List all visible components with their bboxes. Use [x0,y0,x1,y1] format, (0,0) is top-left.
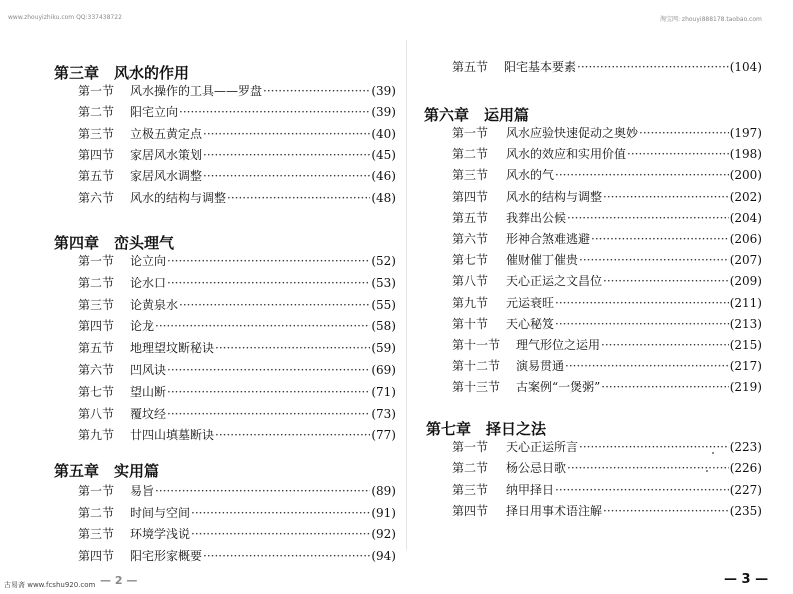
section-page: (59) [371,341,396,356]
section-number: 第九节 [452,295,489,310]
section-title: 天心秘笈 [506,316,555,331]
chapter-number: 第五章 [54,462,100,480]
toc-entry[interactable] [452,336,762,353]
section-page: (219) [729,380,762,395]
toc-entry[interactable] [78,103,396,120]
leader-dots [603,190,729,204]
section-title: 元运衰旺 [506,295,555,310]
page-number-right: — 3 — [724,572,769,587]
leader-dots [263,84,370,98]
section-page: (206) [729,232,762,246]
chapter-heading [54,460,159,481]
section-page: (204) [729,210,762,225]
toc-entry[interactable] [452,294,762,311]
section-page: (91) [371,505,396,520]
chapter-title: 实用篇 [114,462,160,480]
toc-entry[interactable] [78,361,396,378]
section-page: (197) [729,126,762,140]
section-page: (53) [371,275,396,290]
section-number: 第一节 [78,254,115,268]
section-page: (69) [371,363,396,377]
section-number: 第四节 [452,503,489,518]
section-number: 第二节 [452,147,489,162]
leader-dots [579,253,729,267]
section-title: 论水口 [130,275,167,290]
section-page: (104) [729,60,762,74]
section-title: 地理望坟断秘诀 [130,341,215,356]
leader-dots [215,341,370,355]
section-title: 风水应验快速促动之奥妙 [506,126,639,140]
leader-dots [555,168,729,182]
toc-entry[interactable] [78,189,396,206]
toc-entry[interactable] [452,166,762,183]
section-number: 第九节 [78,428,115,443]
section-title: 望山断 [130,384,167,399]
section-page: (39) [371,105,396,120]
section-number: 第四节 [78,548,115,563]
leader-dots [627,147,729,161]
section-number: 第二节 [452,461,489,476]
section-title: 家居风水策划 [130,147,203,162]
leader-dots [567,211,729,225]
chapter-heading [426,418,546,439]
toc-entry[interactable] [452,58,762,75]
toc-entry[interactable] [78,296,396,313]
scan-speck [712,452,714,454]
section-title: 阳宅基本要素 [504,60,577,74]
section-page: (227) [729,482,762,497]
section-number: 第五节 [78,169,115,184]
section-title: 杨公忌日歌 [506,461,567,476]
section-title: 形神合煞难逃避 [506,232,591,246]
chapter-title: 运用篇 [484,106,530,124]
toc-entry[interactable] [452,481,762,498]
watermark-top-left: www.zhouyizhiku.com QQ:337438722 [8,14,122,21]
leader-dots [567,461,729,475]
leader-dots [179,105,370,119]
toc-entry[interactable] [452,502,762,519]
toc-entry[interactable] [452,378,762,395]
section-title: 论黄泉水 [130,297,179,312]
toc-entry[interactable] [78,167,396,184]
section-number: 第八节 [78,406,115,421]
section-number: 第一节 [78,84,115,98]
section-number: 第三节 [452,482,489,497]
leader-dots [639,126,729,140]
leader-dots [167,363,370,377]
toc-entry[interactable] [452,230,762,247]
section-number: 第三节 [78,527,115,541]
section-page: (207) [729,253,762,268]
section-number: 第四节 [452,189,489,204]
leader-dots [155,484,370,498]
leader-dots [227,191,370,205]
leader-dots [167,254,370,268]
toc-entry[interactable] [78,482,396,499]
section-page: (46) [371,169,396,184]
section-title: 论龙 [130,319,155,334]
toc-entry[interactable] [452,188,762,205]
leader-dots [601,338,729,352]
toc-entry[interactable] [452,357,762,374]
section-number: 第六节 [78,363,115,377]
leader-dots [203,127,370,141]
section-number: 第十二节 [452,359,501,374]
section-title: 风水操作的工具——罗盘 [130,84,263,98]
section-page: (211) [729,295,762,310]
section-number: 第一节 [452,126,489,140]
leader-dots [555,483,729,497]
section-title: 廿四山填墓断诀 [130,428,215,443]
section-number: 第二节 [78,275,115,290]
section-title: 论立向 [130,254,167,268]
section-title: 阳宅形家概要 [130,548,203,563]
section-title: 催财催丁催贵 [506,253,579,268]
section-page: (89) [371,484,396,498]
toc-entry[interactable] [452,145,762,162]
leader-dots [603,274,729,288]
leader-dots [579,440,729,454]
section-title: 我葬出公候 [506,210,567,225]
section-page: (217) [729,359,762,374]
toc-entry[interactable] [452,315,762,332]
toc-entry[interactable] [78,405,396,422]
section-number: 第十节 [452,316,489,331]
section-page: (226) [729,461,762,476]
section-title: 家居风水调整 [130,169,203,184]
chapter-title: 择日之法 [486,420,547,438]
leader-dots [591,232,729,246]
toc-entry[interactable] [78,82,396,99]
section-page: (223) [729,440,762,454]
section-page: (52) [371,254,396,268]
section-page: (39) [371,84,396,98]
watermark-top-right: 淘宝网: zhouyi888178.taobao.com [660,16,762,23]
section-number: 第四节 [78,319,115,334]
toc-entry[interactable] [78,339,396,356]
leader-dots [167,407,370,421]
section-title: 凹风诀 [130,363,167,377]
section-number: 第七节 [78,384,115,399]
toc-entry[interactable] [452,251,762,268]
section-page: (77) [371,428,396,443]
section-page: (71) [371,384,396,399]
chapter-number: 第三章 [54,64,100,82]
chapter-number: 第七章 [426,420,472,438]
leader-dots [167,385,370,399]
section-number: 第一节 [78,484,115,498]
watermark-bottom-left: 古易斋 www.fcshu920.com [4,581,96,589]
page-number-left: — 2 — [100,574,138,587]
section-page: (94) [371,548,396,563]
section-number: 第四节 [78,147,115,162]
section-number: 第七节 [452,253,489,268]
section-number: 第三节 [452,168,489,183]
leader-dots [555,296,729,310]
section-title: 立极五黄定点 [130,126,203,141]
section-number: 第二节 [78,505,115,520]
toc-entry[interactable] [78,504,396,521]
section-title: 择日用事术语注解 [506,503,603,518]
toc-entry[interactable] [452,124,762,141]
toc-entry[interactable] [452,438,762,455]
section-title: 风水的气 [506,168,555,183]
leader-dots [167,276,370,290]
leader-dots [191,506,370,520]
section-page: (92) [371,527,396,541]
section-title: 风水的结构与调整 [130,190,227,205]
chapter-heading [54,62,189,83]
toc-entry[interactable] [78,146,396,163]
section-number: 第六节 [78,190,115,205]
leader-dots [215,428,370,442]
section-title: 演易贯通 [516,359,565,374]
leader-dots [603,504,729,518]
toc-entry[interactable] [452,209,762,226]
section-page: (55) [371,297,396,312]
leader-dots [203,148,370,162]
section-number: 第五节 [452,210,489,225]
section-page: (48) [371,190,396,205]
section-page: (45) [371,147,396,162]
section-page: (58) [371,319,396,334]
leader-dots [203,549,370,563]
section-number: 第十三节 [452,380,501,395]
leader-dots [203,169,370,183]
section-number: 第五节 [452,60,489,74]
leader-dots [565,359,729,373]
toc-entry[interactable] [452,272,762,289]
toc-entry[interactable] [78,426,396,443]
toc-entry[interactable] [78,383,396,400]
section-page: (215) [729,338,762,352]
toc-entry[interactable] [78,125,396,142]
leader-dots [179,298,370,312]
section-number: 第二节 [78,105,115,120]
section-title: 风水的结构与调整 [506,189,603,204]
section-page: (235) [729,503,762,518]
chapter-title: 风水的作用 [114,64,190,82]
section-title: 环境学浅说 [130,527,191,541]
leader-dots [155,319,370,333]
chapter-title: 峦头理气 [114,234,175,252]
section-title: 天心正运之文昌位 [506,274,603,289]
leader-dots [577,60,729,74]
section-number: 第十一节 [452,338,501,352]
section-number: 第五节 [78,341,115,356]
section-page: (73) [371,406,396,421]
section-title: 古案例“一煲粥” [516,380,601,395]
leader-dots [191,527,370,541]
section-page: (213) [729,316,762,331]
chapter-heading [424,104,529,125]
toc-entry[interactable] [78,274,396,291]
section-number: 第八节 [452,274,489,289]
section-number: 第一节 [452,440,489,454]
leader-dots [601,380,728,394]
section-title: 纳甲择日 [506,482,555,497]
section-page: (40) [371,126,396,141]
section-number: 第三节 [78,297,115,312]
section-page: (198) [729,147,762,162]
section-title: 天心正运所言 [506,440,579,454]
chapter-heading [54,232,174,253]
section-title: 易旨 [130,484,155,498]
toc-entry[interactable] [452,459,762,476]
section-number: 第三节 [78,126,115,141]
section-page: (200) [729,168,762,183]
scan-speck [706,470,708,472]
section-title: 时间与空间 [130,505,191,520]
section-number: 第六节 [452,232,489,246]
page-gutter [406,40,407,550]
toc-entry[interactable] [78,525,396,542]
chapter-number: 第六章 [424,106,470,124]
section-title: 覆坟经 [130,406,167,421]
chapter-number: 第四章 [54,234,100,252]
section-page: (202) [729,189,762,204]
toc-entry[interactable] [78,547,396,564]
section-page: (209) [729,274,762,289]
section-title: 风水的效应和实用价值 [506,147,627,162]
toc-entry[interactable] [78,252,396,269]
leader-dots [555,317,729,331]
section-title: 阳宅立向 [130,105,179,120]
toc-entry[interactable] [78,317,396,334]
section-title: 理气形位之运用 [516,338,601,352]
